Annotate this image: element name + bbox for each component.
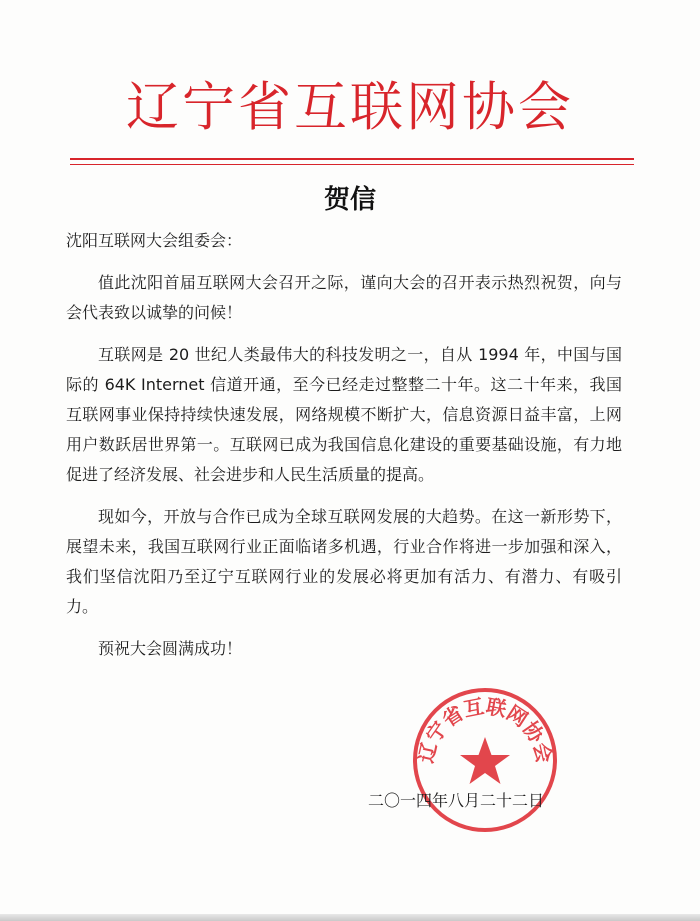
letterhead-rule-thick [70,158,634,160]
paragraph-closing-wish: 预祝大会圆满成功！ [98,639,243,658]
seal-star-icon [460,737,510,784]
letter-body [66,226,622,676]
document-title: 贺信 [323,185,376,215]
scan-page-edge [0,914,700,921]
seal-text: 辽宁省互联网协会 [413,693,557,766]
salutation: 沈阳互联网大会组委会： [66,231,243,250]
letter-date: 二〇一四年八月二十二日 [368,791,545,810]
letterhead-org-name: 辽宁省互联网协会 [126,77,574,138]
paragraph-greeting: 值此沈阳首届互联网大会召开之际，谨向大会的召开表示热烈祝贺，向与会代表致以诚挚的问候！ [66,273,622,322]
paragraph-history: 互联网是 20 世纪人类最伟大的科技发明之一，自从 1994 年，中国与国际的 64K Internet 信道开通，至今已经走过整整二十年。这二十年来，我国互联网事业保持持续快速发展，网络规模不断扩大，信息资源日益丰富，上网用户数跃居世界第一。互联网已成为我国信息化建设的重要基础设施，有力地促进了经济发展、社会进步和人民生活质量的提高。 [66,345,622,484]
letterhead-rule-thin [70,164,634,165]
paragraph-outlook: 现如今，开放与合作已成为全球互联网发展的大趋势。在这一新形势下，展望未来，我国互联网行业正面临诸多机遇，行业合作将进一步加强和深入，我们坚信沈阳乃至辽宁互联网行业的发展必将更加有活力、有潜力、有吸引力。 [66,507,622,616]
